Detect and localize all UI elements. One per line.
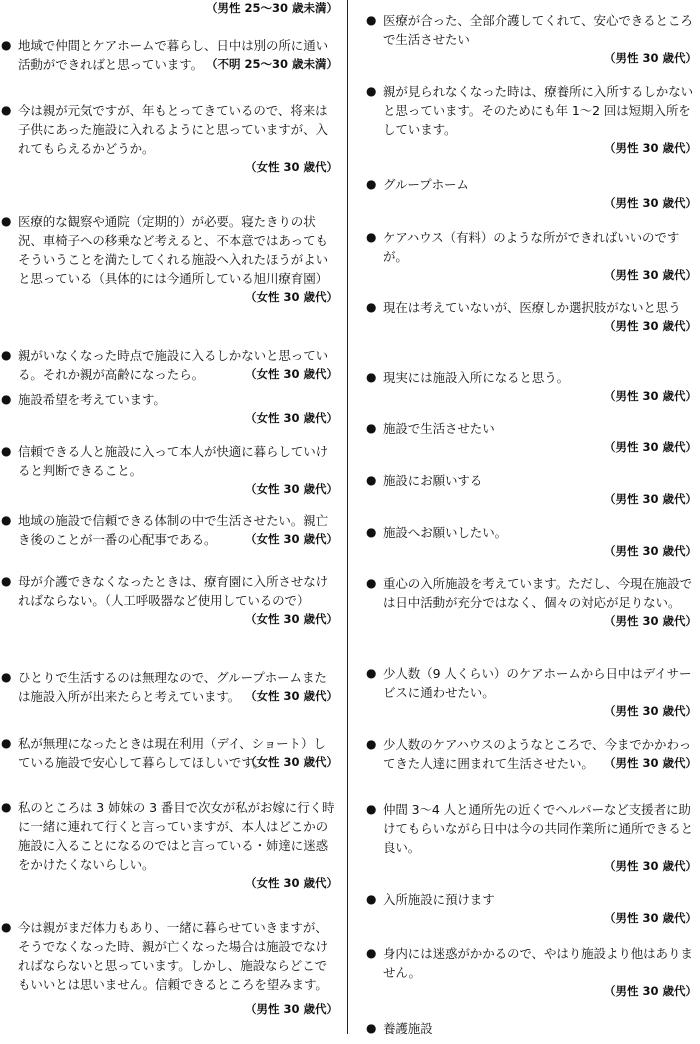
attribution: （男性 30 歳代） [603, 141, 697, 155]
comment-text: ケアハウス（有料）のような所ができればいいのですが。 [383, 230, 680, 264]
attribution: （女性 30 歳代） [244, 532, 338, 546]
attribution: （男性 30 歳代） [603, 268, 697, 282]
list-item [365, 1019, 697, 1038]
bullet-icon: ● [1, 348, 12, 362]
bullet-icon: ● [1, 444, 12, 458]
list-item [365, 574, 697, 631]
comment-text: 私のところは 3 姉妹の 3 番目で次女が私がお嫁に行く時に一緒に連れて行くと言っていますが、本人はどこかの施設に入ることになるのではと言っている・姉達に迷惑をかけたくないらしい。 [18, 800, 335, 872]
list-item [0, 668, 338, 706]
bullet-icon: ● [1, 38, 12, 52]
bullet-icon: ● [1, 670, 12, 684]
list-item [0, 390, 338, 428]
list-item [365, 228, 697, 285]
attribution: （不明 25～30 歳未満） [205, 57, 338, 71]
list-item [365, 175, 697, 213]
attribution: （男性 30 歳代） [603, 196, 697, 210]
attribution: （男性 30 歳代） [603, 440, 697, 454]
bullet-icon: ● [1, 513, 12, 527]
list-item [365, 298, 697, 336]
comment-text: ひとりで生活するのは無理なので、グループホームまたは施設入所が出来たらと考えています。 [18, 670, 327, 704]
list-item [365, 735, 697, 773]
attribution: （女性 30 歳代） [244, 290, 338, 304]
bullet-icon: ● [366, 421, 377, 435]
comment-text: 養護施設 [383, 1021, 433, 1036]
comment-text: 身内には迷惑がかかるので、やはり施設より他はありません。 [383, 946, 693, 980]
comment-text: 入所施設に預けます [383, 892, 495, 907]
comment-text: 施設にお願いする [383, 473, 483, 488]
bullet-icon: ● [366, 525, 377, 539]
comment-text: 現実には施設入所になると思う。 [383, 370, 570, 385]
comment-text: 施設へお願いしたい。 [383, 525, 508, 540]
list-item [0, 734, 338, 772]
bullet-icon: ● [1, 574, 12, 588]
list-item [0, 918, 338, 1019]
bullet-icon: ● [1, 800, 12, 814]
column-divider [347, 0, 348, 1034]
comment-text: 地域で仲間とケアホームで暮らし、日中は別の所に通い活動ができればと思っています。 [18, 38, 329, 72]
comment-text: 少人数（9 人くらい）のケアホームから日中はデイサービスに通わせたい。 [383, 666, 692, 700]
list-item [365, 664, 697, 721]
comment-text: 親がいなくなった時点で施設に入るしかないと思っている。それか親が高齢になったら。 [18, 348, 329, 382]
list-item [0, 346, 338, 384]
bullet-icon: ● [366, 84, 377, 98]
comment-text: 施設希望を考えています。 [18, 392, 166, 407]
bullet-icon: ● [366, 473, 377, 487]
attribution: （男性 30 歳代） [603, 911, 697, 925]
comment-text: 医療的な観察や通院（定期的）が必要。寝たきりの状況、車椅子への移乗など考えると、不本意ではあってもそういうことを満たしてくれる施設へ入れたほうがよいと思っている（具体的には今通所している旭川療育園） [18, 214, 329, 286]
list-item [365, 523, 697, 561]
attribution: （男性 30 歳代） [603, 51, 697, 65]
comment-text: 親が見られなくなった時は、療養所に入所するしかないと思っています。そのためにも年 1～2 回は短期入所をしています。 [383, 84, 694, 137]
bullet-icon: ● [366, 177, 377, 191]
bullet-icon: ● [366, 370, 377, 384]
bullet-icon: ● [366, 892, 377, 906]
bullet-icon: ● [366, 802, 377, 816]
bullet-icon: ● [1, 392, 12, 406]
comment-text: 今は親がまだ体力もあり、一緒に暮らせていきますが、そうでなくなった時、親が亡くなった場合は施設でなければならないと思っています。しかし、施設ならどこでもいいとは思いません。信頼できるところを望みます。 [18, 920, 329, 992]
list-item [0, 798, 338, 893]
attribution: （男性 30 歳代） [603, 492, 697, 506]
comment-text: 仲間 3～4 人と通所先の近くでヘルパーなど支援者に助けてもらいながら日中は今の共同作業所に通所できると良い。 [383, 802, 694, 855]
attribution: （女性 30 歳代） [244, 482, 338, 496]
comment-text: 重心の入所施設を考えています。ただし、今現在施設では日中活動が充分ではなく、個々の対応が足りない。 [383, 576, 693, 610]
comment-text: 現在は考えていないが、医療しか選択肢がないと思う [383, 300, 681, 315]
bullet-icon: ● [366, 946, 377, 960]
attribution: （男性 30 歳代） [603, 756, 697, 770]
attribution: （男性 30 歳代） [603, 859, 697, 873]
bullet-icon: ● [366, 1021, 377, 1035]
attribution: （女性 30 歳代） [244, 689, 338, 703]
attribution: （男性 30 歳代） [603, 984, 697, 998]
list-item [0, 572, 338, 629]
attribution: （男性 30 歳代） [244, 1002, 338, 1016]
attribution: （女性 30 歳代） [244, 160, 338, 174]
list-item [365, 419, 697, 457]
list-item [365, 82, 697, 158]
bullet-icon: ● [366, 666, 377, 680]
comment-text: グループホーム [383, 177, 469, 192]
attribution: （女性 30 歳代） [244, 367, 338, 381]
list-item [0, 36, 338, 74]
comment-text: 少人数のケアハウスのようなところで、今までかかわってきた人達に囲まれて生活させたい。 [383, 737, 692, 771]
comment-text: 医療が合った、全部介護してくれて、安心できるところで生活させたい [383, 13, 693, 47]
list-item [365, 11, 697, 68]
attribution: （女性 30 歳代） [244, 612, 338, 626]
attribution: （女性 30 歳代） [244, 755, 338, 769]
list-item [365, 471, 697, 509]
list-item [365, 368, 697, 406]
list-item [0, 511, 338, 549]
bullet-icon: ● [1, 214, 12, 228]
list-item [365, 800, 697, 876]
bullet-icon: ● [1, 920, 12, 934]
list-item [365, 890, 697, 928]
attribution: （男性 30 歳代） [603, 319, 697, 333]
comment-text: 施設で生活させたい [383, 421, 495, 436]
comment-text: 私が無理になったときは現在利用（デイ、ショート）している施設で安心して暮らしてほしいです。 [18, 736, 326, 770]
list-item [365, 944, 697, 1001]
comment-text: 信頼できる人と施設に入って本人が快適に暮らしていけると判断できること。 [18, 444, 329, 478]
comment-text: 母が介護できなくなったときは、療育園に入所させなければならない。（人工呼吸器など使用しているので） [18, 574, 329, 608]
bullet-icon: ● [366, 737, 377, 751]
bullet-icon: ● [366, 230, 377, 244]
bullet-icon: ● [366, 576, 377, 590]
attribution: （男性 30 歳代） [603, 389, 697, 403]
comment-text: 今は親が元気ですが、年もとってきているので、将来は子供にあった施設に入れるようにと思っていますが、入れてもらえるかどうか。 [18, 103, 328, 156]
bullet-icon: ● [366, 300, 377, 314]
bullet-icon: ● [1, 103, 12, 117]
top-attribution: （男性 25～30 歳未満） [205, 1, 338, 15]
attribution: （男性 30 歳代） [603, 704, 697, 718]
bullet-icon: ● [366, 13, 377, 27]
bullet-icon: ● [1, 736, 12, 750]
attribution: （女性 30 歳代） [244, 876, 338, 890]
list-item [0, 442, 338, 499]
attribution: （男性 30 歳代） [603, 614, 697, 628]
attribution: （女性 30 歳代） [244, 411, 338, 425]
attribution: （男性 30 歳代） [603, 544, 697, 558]
list-item [0, 101, 338, 177]
comment-text: 地域の施設で信頼できる体制の中で生活させたい。親亡き後のことが一番の心配事である。 [18, 513, 329, 547]
list-item [0, 212, 338, 307]
